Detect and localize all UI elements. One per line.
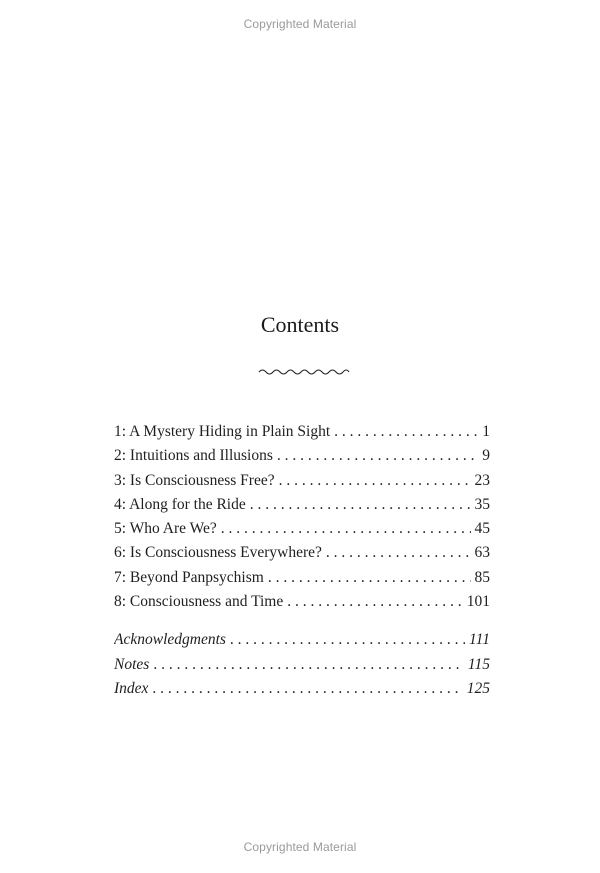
toc-entry-chapter-3[interactable] xyxy=(114,469,490,493)
page-title: Contents xyxy=(260,312,340,337)
back-matter-list xyxy=(114,628,490,701)
wave-ornament-icon xyxy=(258,365,350,379)
toc-entry-label: Index xyxy=(114,679,149,697)
dot-leader xyxy=(152,677,462,701)
dot-leader xyxy=(153,653,464,677)
toc-entry-page: 115 xyxy=(467,655,490,673)
dot-leader xyxy=(277,444,478,468)
toc-entry-chapter-1[interactable] xyxy=(114,420,490,444)
toc-entry-chapter-6[interactable] xyxy=(114,541,490,565)
dot-leader xyxy=(326,541,471,565)
toc-entry-page: 1 xyxy=(482,423,490,440)
toc-entry-chapter-2[interactable] xyxy=(114,444,490,468)
toc-entry-page: 85 xyxy=(474,568,490,586)
table-of-contents xyxy=(114,420,490,701)
chapter-list xyxy=(114,420,490,614)
toc-entry-page: 63 xyxy=(474,544,490,562)
dot-leader xyxy=(334,420,478,444)
toc-entry-notes[interactable] xyxy=(114,653,490,677)
dot-leader xyxy=(268,566,471,590)
toc-entry-label: Notes xyxy=(114,655,150,673)
toc-entry-chapter-8[interactable] xyxy=(114,590,490,614)
toc-entry-page: 45 xyxy=(474,520,490,538)
toc-entry-label: 4: Along for the Ride xyxy=(114,495,246,513)
toc-entry-index[interactable] xyxy=(114,677,490,701)
toc-entry-label: 2: Intuitions and Illusions xyxy=(114,447,273,465)
toc-entry-page: 125 xyxy=(466,679,490,697)
toc-entry-label: Acknowledgments xyxy=(114,631,226,649)
watermark-bottom: Copyrighted Material xyxy=(243,840,357,854)
toc-entry-acknowledgments[interactable] xyxy=(114,628,490,652)
dot-leader xyxy=(279,469,471,493)
dot-leader xyxy=(230,628,465,652)
toc-entry-label: 5: Who Are We? xyxy=(114,520,217,538)
toc-entry-page: 111 xyxy=(469,631,490,649)
toc-entry-chapter-4[interactable] xyxy=(114,493,490,517)
toc-entry-page: 9 xyxy=(482,447,490,465)
toc-entry-page: 35 xyxy=(474,495,490,513)
toc-entry-label: 3: Is Consciousness Free? xyxy=(114,471,275,489)
dot-leader xyxy=(287,590,463,614)
watermark-top: Copyrighted Material xyxy=(243,17,357,31)
toc-entry-label: 1: A Mystery Hiding in Plain Sight xyxy=(114,423,331,440)
toc-entry-chapter-5[interactable] xyxy=(114,517,490,541)
dot-leader xyxy=(221,517,471,541)
toc-entry-page: 23 xyxy=(474,471,490,489)
toc-entry-label: 8: Consciousness and Time xyxy=(114,593,284,611)
dot-leader xyxy=(250,493,471,517)
toc-entry-page: 101 xyxy=(466,593,490,611)
toc-entry-label: 7: Beyond Panpsychism xyxy=(114,568,264,586)
toc-entry-label: 6: Is Consciousness Everywhere? xyxy=(114,544,322,562)
toc-entry-chapter-7[interactable] xyxy=(114,566,490,590)
